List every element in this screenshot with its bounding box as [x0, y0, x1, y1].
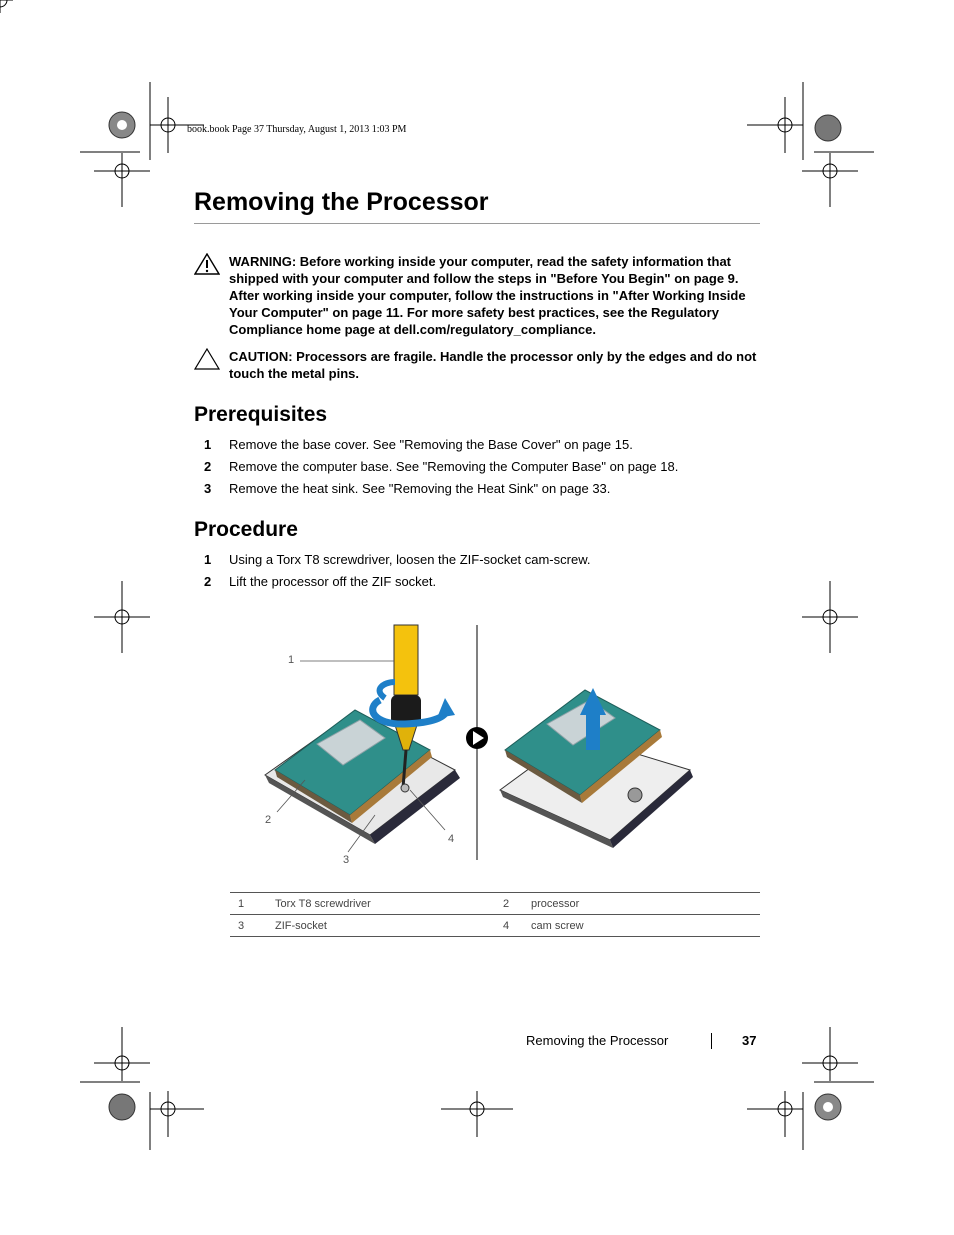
caution-note — [194, 348, 760, 382]
caution-triangle-icon — [194, 348, 229, 382]
callout-legend-table — [230, 892, 760, 937]
title-rule — [194, 223, 760, 224]
processor-removal-illustration — [255, 620, 700, 870]
list-item: 1 Using a Torx T8 screwdriver, loosen the ZIF-socket cam-screw. — [204, 552, 591, 567]
print-slug: book.book Page 37 Thursday, August 1, 2013 1:03 PM — [187, 124, 407, 135]
table-row: 3 ZIF-socket 4 cam screw — [230, 915, 760, 937]
procedure-heading: Procedure — [194, 518, 298, 541]
procedure-list — [204, 552, 760, 596]
page-number: 37 — [742, 1033, 757, 1048]
list-item: 3 Remove the heat sink. See "Removing the Heat Sink" on page 33. — [204, 481, 611, 496]
page-title: Removing the Processor — [194, 188, 489, 216]
footer-divider — [711, 1033, 712, 1049]
table-row: 1 Torx T8 screwdriver 2 processor — [230, 893, 760, 915]
footer-section-title: Removing the Processor — [526, 1033, 669, 1048]
prerequisites-list — [204, 437, 760, 503]
list-item: 1 Remove the base cover. See "Removing the Base Cover" on page 15. — [204, 437, 633, 452]
prerequisites-heading: Prerequisites — [194, 403, 328, 426]
callout-1: 1 — [288, 654, 295, 666]
warning-note — [194, 253, 760, 338]
caution-text: CAUTION: Processors are fragile. Handle the processor only by the edges and do not touch the metal pins. — [229, 349, 757, 381]
list-item: 2 Lift the processor off the ZIF socket. — [204, 574, 437, 589]
callout-3: 3 — [343, 854, 350, 866]
list-item: 2 Remove the computer base. See "Removing the Computer Base" on page 18. — [204, 459, 679, 474]
warning-text: WARNING: Before working inside your computer, read the safety information that shipped with your computer and follow the steps in "Before You Begin" on page 9. After working inside your computer, follow the instructions in "After Working Inside Your Computer" on page 11. For more safety best practices, see the Regulatory Compliance home page at dell.com/regulatory_compliance. — [229, 254, 746, 337]
warning-triangle-icon — [194, 253, 229, 338]
callout-4: 4 — [448, 833, 455, 845]
callout-2: 2 — [265, 814, 272, 826]
